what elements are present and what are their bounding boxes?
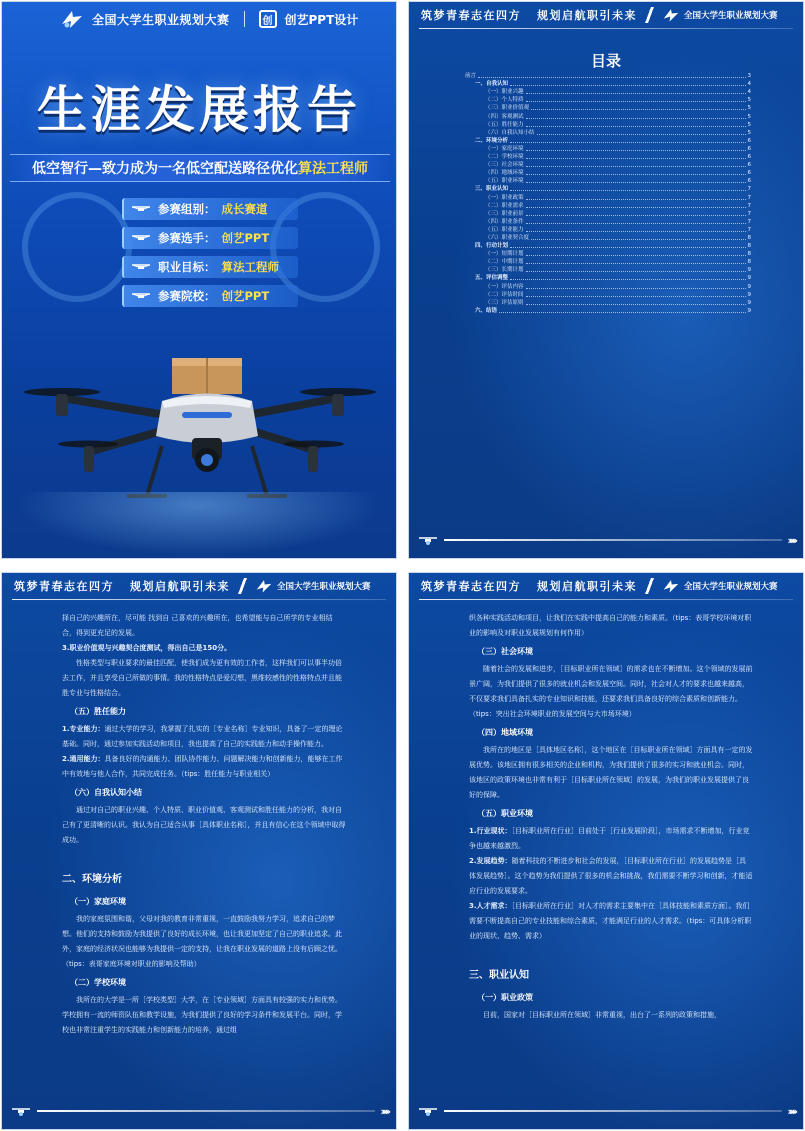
toc-leader-dots	[510, 247, 745, 248]
toc-leader-dots	[526, 263, 746, 264]
toc-entry-page: 6	[747, 137, 751, 144]
toc-entry[interactable]	[465, 80, 751, 88]
toc-leader-dots	[510, 279, 745, 280]
toc-entry-text: （二）中期计划	[485, 259, 524, 266]
header-separator	[645, 7, 654, 23]
section-heading: （二）学校环境	[70, 978, 126, 987]
header-rule	[12, 599, 386, 600]
toc-entry-page: 5	[747, 129, 751, 136]
section-heading: （五）胜任能力	[70, 707, 126, 716]
page-footer	[417, 1103, 795, 1119]
toc-entry-page: 7	[747, 226, 751, 233]
toc-entry[interactable]	[465, 161, 751, 169]
paragraph: 通过对自己的职业兴趣、个人特质、职业价值观、客观测试和胜任能力的分析，我对自己有了更清晰的认识。我认为自己适合从事［具体职业名称］，并且有信心在这个领域中取得成功。	[62, 806, 346, 844]
toc-entry-text: （一）职业兴趣	[485, 89, 524, 96]
slogan-left: 筑梦青春志在四方	[14, 580, 114, 593]
toc-entry-text: 一、自我认知	[475, 81, 509, 88]
info-row-goal	[122, 256, 298, 278]
paragraph: 2.通用能力：具备良好的沟通能力、团队协作能力、问题解决能力和创新能力，能够在工作中有效地与他人合作，共同完成任务。（tips：胜任能力与职业相关）	[62, 755, 343, 778]
toc-entry[interactable]	[465, 185, 751, 193]
slogan-right: 规划启航职引未来	[130, 580, 230, 593]
toc-leader-dots	[531, 109, 745, 110]
report-page-environment-and-career	[408, 572, 804, 1130]
section-heading: （三）社会环境	[477, 647, 533, 656]
header-logo	[255, 578, 371, 594]
section-heading: （一）职业政策	[477, 993, 533, 1002]
toc-leader-dots	[526, 215, 746, 216]
page-header	[2, 573, 396, 599]
toc-entry[interactable]	[465, 266, 751, 274]
toc-leader-dots	[526, 150, 746, 151]
toc-entry-text: （三）职业前景	[485, 210, 524, 217]
cover-floor-glow	[2, 492, 396, 559]
header-separator	[645, 578, 654, 594]
toc-entry-page: 4	[747, 81, 751, 88]
drone-icon	[130, 261, 152, 273]
header-rule	[419, 599, 793, 600]
competition-logo-icon	[662, 7, 680, 23]
toc-entry-page: 8	[747, 243, 751, 250]
info-value: 创艺PPT	[221, 231, 270, 245]
info-row-group	[122, 198, 298, 220]
info-row-school	[122, 285, 298, 307]
header-separator	[238, 578, 247, 594]
competition-name: 全国大学生职业规划大赛	[92, 12, 230, 27]
toc-leader-dots	[526, 288, 746, 289]
toc-entry-page: 3	[747, 73, 751, 80]
toc-leader-dots	[510, 142, 745, 143]
toc-entry-text: （四）客观测试	[485, 113, 524, 120]
paragraph: 我所在的大学是一所［学校类型］大学，在［专业领域］方面具有较强的实力和优势。学校拥有一流的师资队伍和教学设施，为我们提供了良好的学习条件和发展平台。同时，学校也非常注重学生的实践能力和创新能力的培养，通过组	[62, 996, 342, 1034]
toc-entry-page: 9	[747, 299, 751, 306]
toc-entry-text: （四）职业条件	[485, 218, 524, 225]
brand-logo-icon: 创	[259, 10, 277, 28]
toc-entry-text: （三）职业价值观	[485, 105, 530, 112]
chapter-heading: 三、职业认知	[469, 970, 529, 981]
cover-page	[1, 1, 397, 559]
toc-entry-page: 7	[747, 194, 751, 201]
slogan-right: 规划启航职引未来	[537, 9, 637, 22]
toc-leader-dots	[526, 93, 746, 94]
toc-entry[interactable]	[465, 104, 751, 112]
section-heading: （一）家庭环境	[70, 897, 126, 906]
page-body	[62, 611, 346, 1038]
paragraph-bold: 3.职业价值观与兴趣契合度测试，得出自己是150分。	[62, 644, 232, 652]
section-heading: （五）职业环境	[477, 809, 533, 818]
toc-entry-page: 8	[747, 234, 751, 241]
slogan-right: 规划启航职引未来	[537, 580, 637, 593]
toc-entry[interactable]	[465, 96, 751, 104]
toc-entry[interactable]	[465, 137, 751, 145]
info-label: 参赛组别：	[158, 202, 216, 216]
paragraph: 目前，国家对［目标职业所在领域］非常重视，出台了一系列的政策和措施，	[483, 1011, 721, 1019]
cover-info-list	[122, 198, 298, 307]
toc-list	[465, 72, 751, 315]
toc-entry[interactable]	[465, 274, 751, 282]
toc-title: 目录	[590, 52, 621, 70]
cover-subtitle	[10, 154, 390, 182]
paragraph: 1.专业能力：通过大学的学习，我掌握了扎实的［专业名称］专业知识，具备了一定的理论基础。同时，通过参加实践活动和项目，我也提高了自己的实践能力和动手操作能力。	[62, 725, 343, 748]
toc-entry[interactable]	[465, 88, 751, 96]
toc-entry-text: （五）职业环境	[485, 178, 524, 185]
toc-leader-dots	[526, 271, 746, 272]
toc-entry-page: 7	[747, 210, 751, 217]
toc-entry[interactable]	[465, 250, 751, 258]
competition-logo-icon	[60, 8, 84, 30]
toc-entry-text: （二）评估时间	[485, 291, 524, 298]
toc-leader-dots	[526, 199, 746, 200]
toc-leader-dots	[526, 255, 746, 256]
info-value: 创艺PPT	[221, 289, 270, 303]
toc-entry-text: 三、职业认知	[475, 186, 509, 193]
toc-entry-page: 7	[747, 218, 751, 225]
header-rule	[419, 28, 793, 29]
toc-entry-page: 9	[747, 275, 751, 282]
toc-entry[interactable]	[465, 169, 751, 177]
drone-icon	[130, 290, 152, 302]
toc-entry-page: 5	[747, 113, 751, 120]
paragraph: 1.行业现状：［目标职业所在行业］目前处于［行业发展阶段］，市场需求不断增加，行业竞争也越来越激烈。	[469, 827, 750, 850]
toc-entry[interactable]	[465, 291, 751, 299]
drone-icon	[10, 1105, 32, 1117]
page-footer	[417, 532, 795, 548]
toc-entry-page: 4	[747, 89, 751, 96]
toc-entry[interactable]	[465, 226, 751, 234]
toc-entry-page: 5	[747, 105, 751, 112]
toc-entry-text: （四）地域环境	[485, 170, 524, 177]
header-logo-text: 全国大学生职业规划大赛	[684, 582, 778, 592]
toc-entry-page: 9	[747, 291, 751, 298]
toc-entry-text: 前言	[465, 73, 477, 80]
toc-entry-text: （三）评估原则	[485, 299, 524, 306]
toc-entry[interactable]	[465, 72, 751, 80]
toc-entry[interactable]	[465, 193, 751, 201]
toc-entry-page: 9	[747, 283, 751, 290]
toc-leader-dots	[478, 77, 745, 78]
decor-ring	[22, 192, 132, 302]
cover-topbar	[2, 2, 396, 36]
toc-entry-page: 6	[747, 170, 751, 177]
delivery-drone-image	[22, 346, 378, 516]
footer-rule	[37, 1110, 375, 1112]
page-header	[409, 573, 803, 599]
toc-entry-page: 7	[747, 202, 751, 209]
toc-entry[interactable]	[465, 299, 751, 307]
paragraph: 我所在的地区是［具体地区名称］，这个地区在［目标职业所在领域］方面具有一定的发展优势。该地区拥有很多相关的企业和机构，为我们提供了很多的实习和就业机会。同时，该地区的政策环境也非常有利于［目标职业所在领域］的发展，为我们的职业发展提供了良好的保障。	[469, 746, 753, 799]
toc-leader-dots	[526, 231, 746, 232]
toc-entry[interactable]	[465, 218, 751, 226]
toc-entry-text: （六）自我认知小结	[485, 129, 535, 136]
toc-leader-dots	[526, 207, 746, 208]
competition-logo-icon	[662, 578, 680, 594]
chevrons-icon: ›››››	[787, 533, 795, 547]
toc-leader-dots	[526, 296, 746, 297]
toc-entry[interactable]	[465, 129, 751, 137]
paragraph: 2.发展趋势：随着科技的不断进步和社会的发展，［目标职业所在行业］的发展趋势是［具体发展趋势］。这个趋势为我们提供了很多的机会和挑战，我们需要不断学习和创新，才能适应行业的发展要求。	[469, 857, 753, 895]
toc-leader-dots	[537, 134, 746, 135]
toc-entry-page: 5	[747, 97, 751, 104]
drone-icon	[417, 534, 439, 546]
drone-icon	[417, 1105, 439, 1117]
toc-leader-dots	[526, 126, 746, 127]
slogan-left: 筑梦青春志在四方	[421, 9, 521, 22]
section-heading: （六）自我认知小结	[70, 788, 142, 797]
toc-entry-page: 6	[747, 162, 751, 169]
toc-entry-text: （五）胜任能力	[485, 121, 524, 128]
paragraph: 性格类型与职业要求的最佳匹配，使我们成为更有效的工作者，这样我们可以事半功倍去工作，并且享受自己所做的事情。我的性格特点是爱幻想，黑维较感性的性格特点并且能胜专业与性格结合。	[62, 659, 342, 697]
toc-entry[interactable]	[465, 112, 751, 120]
divider	[244, 11, 245, 27]
page-body	[469, 611, 753, 1023]
toc-entry-text: （一）家庭环境	[485, 145, 524, 152]
header-slogan	[409, 578, 637, 594]
toc-entry-text: （二）职业需求	[485, 202, 524, 209]
toc-entry[interactable]	[465, 202, 751, 210]
toc-leader-dots	[510, 85, 745, 86]
toc-entry-text: 二、环境分析	[475, 137, 509, 144]
toc-entry-page: 5	[747, 121, 751, 128]
toc-leader-dots	[499, 312, 745, 313]
toc-entry-text: （一）评估内容	[485, 283, 524, 290]
toc-entry-text: （五）职业能力	[485, 226, 524, 233]
toc-leader-dots	[526, 182, 746, 183]
toc-entry[interactable]	[465, 258, 751, 266]
toc-page	[408, 1, 804, 559]
toc-entry-text: （三）长期计划	[485, 267, 524, 274]
section-heading: （四）地域环境	[477, 728, 533, 737]
info-label: 参赛选手：	[158, 231, 216, 245]
toc-entry-text: 四、行动计划	[475, 243, 509, 250]
toc-entry-text: 五、评估调整	[475, 275, 509, 282]
slogan-left: 筑梦青春志在四方	[421, 580, 521, 593]
subtitle-main: 低空智行—致力成为一名低空配送路径优化	[32, 161, 298, 177]
toc-entry-page: 9	[747, 267, 751, 274]
header-logo	[662, 7, 778, 23]
info-label: 职业目标：	[158, 260, 216, 274]
toc-entry-page: 9	[747, 307, 751, 314]
competition-logo-icon	[255, 578, 273, 594]
toc-entry[interactable]	[465, 307, 751, 315]
toc-entry[interactable]	[465, 282, 751, 290]
chevrons-icon: ›››››	[787, 1104, 795, 1118]
toc-entry-text: （二）学校环境	[485, 154, 524, 161]
drone-icon	[130, 203, 152, 215]
toc-entry[interactable]	[465, 210, 751, 218]
cover-title: 生涯发展报告	[37, 81, 361, 139]
header-slogan	[2, 578, 230, 594]
footer-rule	[444, 1110, 782, 1112]
info-value: 算法工程师	[221, 260, 279, 274]
brand-name: 创艺PPT设计	[284, 12, 359, 27]
toc-entry-page: 8	[747, 259, 751, 266]
toc-leader-dots	[526, 158, 746, 159]
toc-entry[interactable]	[465, 177, 751, 185]
info-row-contestant	[122, 227, 298, 249]
report-page-self-and-environment	[1, 572, 397, 1130]
toc-entry-text: （三）社会环境	[485, 162, 524, 169]
paragraph: 织各种实践活动和项目，让我们在实践中提高自己的能力和素质。（tips：表哥学校环境对职业的影响及对职业发展规划有何作用）	[469, 614, 752, 637]
toc-entry-text: （六）职业契合度	[485, 234, 530, 241]
drone-icon	[130, 232, 152, 244]
toc-entry-page: 7	[747, 186, 751, 193]
toc-entry-page: 6	[747, 154, 751, 161]
header-logo	[662, 578, 778, 594]
toc-leader-dots	[526, 304, 746, 305]
toc-entry[interactable]	[465, 242, 751, 250]
subtitle-highlight: 算法工程师	[298, 161, 368, 177]
toc-entry-text: （一）职业政策	[485, 194, 524, 201]
info-value: 成长赛道	[221, 202, 268, 216]
toc-leader-dots	[526, 166, 746, 167]
toc-entry[interactable]	[465, 234, 751, 242]
paragraph: 3.人才需求：［目标职业所在行业］对人才的需求主要集中在［具体技能和素质方面］。我们需要不断提高自己的专业技能和综合素质，才能满足行业的人才需求。（tips：可具体分析职业的现状、趋势、需求）	[469, 902, 752, 940]
chapter-heading: 二、环境分析	[62, 874, 122, 885]
toc-entry-text: （二）个人特质	[485, 97, 524, 104]
toc-entry-text: 六、结语	[475, 307, 498, 314]
info-label: 参赛院校：	[158, 289, 216, 303]
page-footer	[10, 1103, 388, 1119]
paragraph: 我的家庭氛围和谐，父母对我的教育非常重视，一直鼓励我努力学习，追求自己的梦想。他们的支持和鼓励为我提供了良好的成长环境，也让我更加坚定了自己的职业追求。此外，家庭的经济状况也能够为我提供一定的支持，让我在职业发展的道路上没有后顾之忧。（tips：表哥家庭环境对职业的影响及帮助）	[62, 915, 342, 968]
toc-leader-dots	[526, 118, 746, 119]
toc-entry[interactable]	[465, 145, 751, 153]
paragraph: 随着社会的发展和进步，［目标职业所在领域］的需求也在不断增加。这个领域的发展前景广阔，为我们提供了很多的就业机会和发展空间。同时，社会对人才的要求也越来越高，不仅要求我们具备扎实的专业知识和技能，还要求我们具备良好的综合素质和创新能力。（tips：突出社会环境职业的发展空间与大市场环境）	[469, 665, 753, 718]
page-header	[409, 2, 803, 28]
toc-entry-text: （一）短期计划	[485, 251, 524, 258]
toc-entry-page: 6	[747, 178, 751, 185]
toc-leader-dots	[526, 174, 746, 175]
toc-entry[interactable]	[465, 153, 751, 161]
toc-leader-dots	[526, 101, 746, 102]
header-logo-text: 全国大学生职业规划大赛	[277, 582, 371, 592]
toc-leader-dots	[531, 239, 745, 240]
paragraph: 择自己的兴趣所在，尽可能 找到自 己喜欢的兴趣所在，也希望能与自己所学的专业相结合，得到更充足的发展。	[62, 614, 333, 637]
footer-rule	[444, 539, 782, 541]
header-slogan	[409, 7, 637, 23]
toc-leader-dots	[526, 223, 746, 224]
toc-entry[interactable]	[465, 121, 751, 129]
toc-entry-page: 6	[747, 145, 751, 152]
header-logo-text: 全国大学生职业规划大赛	[684, 11, 778, 21]
toc-entry-page: 8	[747, 251, 751, 258]
toc-leader-dots	[510, 190, 745, 191]
chevrons-icon: ›››››	[380, 1104, 388, 1118]
